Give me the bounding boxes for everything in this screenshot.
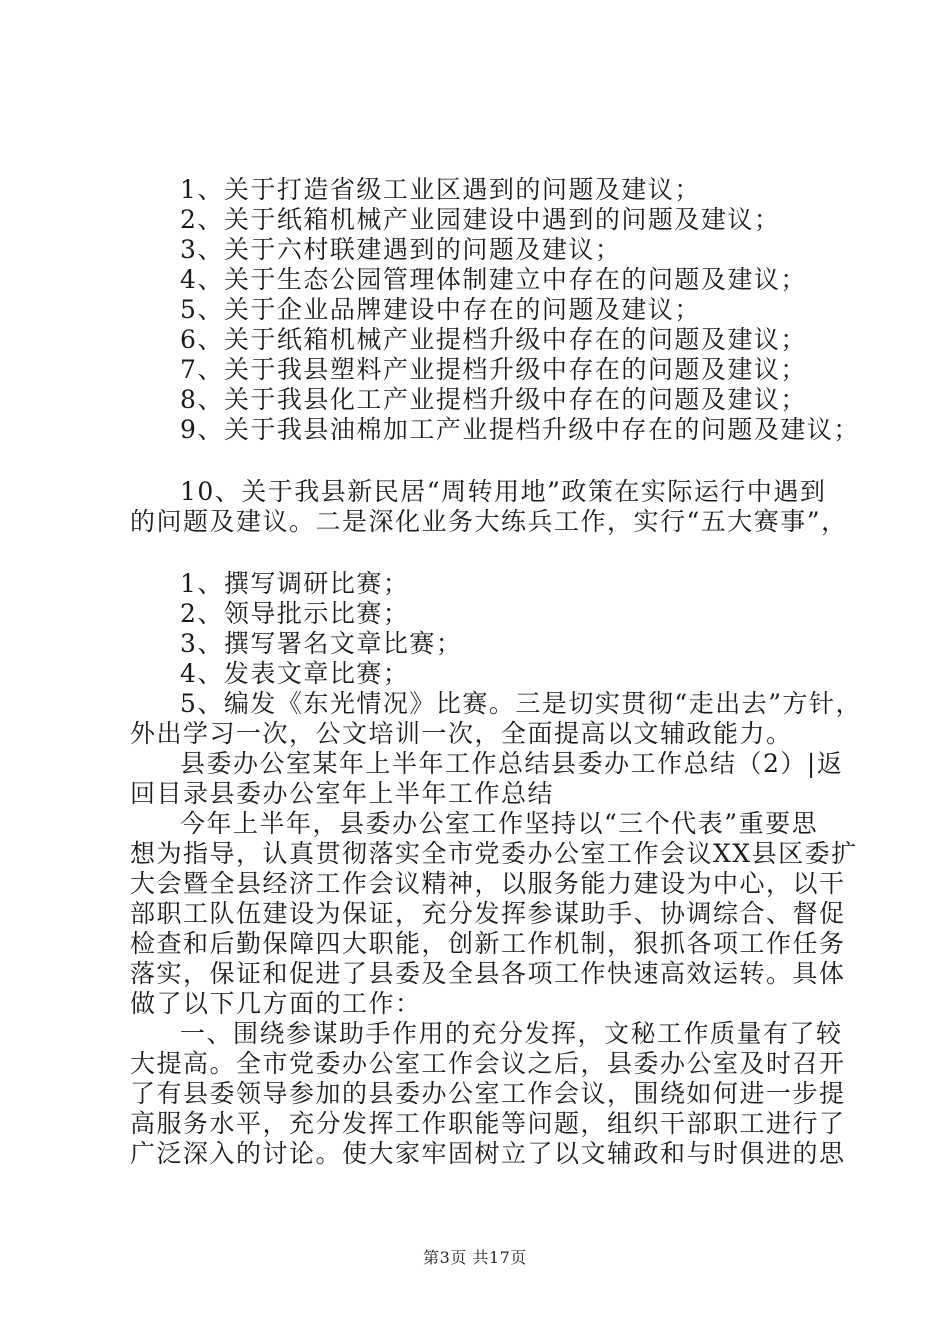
list-item: 1、撰写调研比赛；: [180, 569, 410, 598]
section-one-paragraph: [130, 1019, 846, 1169]
paragraph-line: 一、围绕参谋助手作用的充分发挥，文秘工作质量有了较: [180, 1019, 843, 1048]
paragraph-line: 外出学习一次，公文培训一次，全面提高以文辅政能力。: [130, 719, 793, 748]
heading-line: 回目录县委办公室年上半年工作总结: [130, 779, 555, 808]
heading-line: 县委办公室某年上半年工作总结县委办工作总结（2）|返: [180, 749, 844, 778]
contest-list: [130, 569, 830, 689]
paragraph-line: 高服务水平，充分发挥工作职能等问题，组织干部职工进行了: [130, 1109, 846, 1138]
list-item: 4、发表文章比赛；: [180, 659, 410, 688]
paragraph-line: 今年上半年，县委办公室工作坚持以“三个代表”重要思: [180, 809, 819, 838]
spacer: [130, 537, 830, 569]
issue-list: [130, 175, 860, 445]
list-item: 2、关于纸箱机械产业园建设中遇到的问题及建议；: [180, 205, 781, 234]
paragraph-line: 的问题及建议。二是深化业务大练兵工作，实行“五大赛事”，: [130, 507, 848, 536]
paragraph-item-10: [130, 477, 848, 537]
paragraph-line: 广泛深入的讨论。使大家牢固树立了以文辅政和与时俱进的思: [130, 1139, 846, 1168]
page-footer: 第3页 共17页: [423, 1248, 527, 1267]
list-item: 9、关于我县油棉加工产业提档升级中存在的问题及建议；: [180, 415, 860, 444]
list-item: 3、撰写署名文章比赛；: [180, 629, 463, 658]
paragraph-line: 大会暨全县经济工作会议精神，以服务能力建设为中心，以干: [130, 869, 846, 898]
list-item: 5、关于企业品牌建设中存在的问题及建议；: [180, 295, 701, 324]
list-item: 6、关于纸箱机械产业提档升级中存在的问题及建议；: [180, 325, 807, 354]
paragraph-line: 了有县委领导参加的县委办公室工作会议，围绕如何进一步提: [130, 1079, 846, 1108]
paragraph-line: 大提高。全市党委办公室工作会议之后，县委办公室及时召开: [130, 1049, 846, 1078]
list-item: 4、关于生态公园管理体制建立中存在的问题及建议；: [180, 265, 807, 294]
paragraph-line: 10、关于我县新民居“周转用地”政策在实际运行中遇到: [180, 477, 827, 506]
list-item: 3、关于六村联建遇到的问题及建议；: [180, 235, 622, 264]
paragraph-line: 5、编发《东光情况》比赛。三是切实贯彻“走出去”方针，: [180, 689, 862, 718]
paragraph-item-5: [130, 689, 862, 749]
intro-paragraph: [130, 809, 858, 1019]
paragraph-line: 落实，保证和促进了县委及全县各项工作快速高效运转。具体: [130, 959, 846, 988]
section-heading: [130, 749, 844, 809]
list-item: 7、关于我县塑料产业提档升级中存在的问题及建议；: [180, 355, 807, 384]
list-item: 8、关于我县化工产业提档升级中存在的问题及建议；: [180, 385, 807, 414]
paragraph-line: 检查和后勤保障四大职能，创新工作机制，狠抓各项工作任务: [130, 929, 846, 958]
document-body: [130, 175, 862, 1169]
list-item: 1、关于打造省级工业区遇到的问题及建议；: [180, 175, 701, 204]
paragraph-line: 做了以下几方面的工作：: [130, 989, 422, 1018]
paragraph-line: 部职工队伍建设为保证，充分发挥参谋助手、协调综合、督促: [130, 899, 846, 928]
list-item: 2、领导批示比赛；: [180, 599, 410, 628]
paragraph-line: 想为指导，认真贯彻落实全市党委办公室工作会议XX县区委扩: [130, 839, 858, 868]
spacer: [130, 445, 830, 477]
